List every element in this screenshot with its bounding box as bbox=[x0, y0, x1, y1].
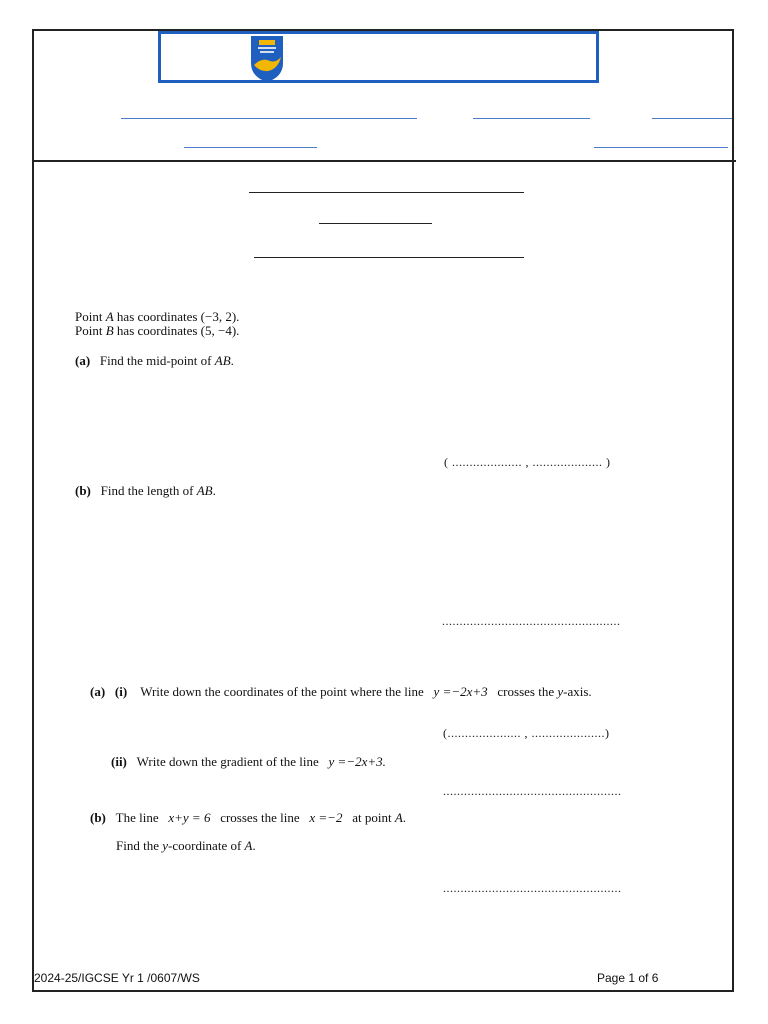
intercept-answer-blank[interactable]: (..................... , .....................) bbox=[443, 726, 610, 740]
footer-paper-code: 2024-25/IGCSE Yr 1 /0607/WS bbox=[34, 971, 200, 985]
q2-part-b-instruction: Find the y-coordinate of A. bbox=[116, 838, 256, 853]
header-field-line bbox=[184, 147, 317, 148]
q2-part-a-i: (a) (i) Write down the coordinates of the point where the line y =−2x+3 crosses the y-axis. bbox=[90, 684, 592, 699]
midpoint-answer-blank[interactable]: ( .................... , .................... ) bbox=[444, 455, 611, 469]
header-field-line bbox=[121, 118, 417, 119]
header-field-line bbox=[473, 118, 590, 119]
q1-part-b: (b) Find the length of AB. bbox=[75, 483, 216, 498]
school-crest-icon bbox=[250, 35, 284, 83]
gradient-answer-blank[interactable]: ................................................... bbox=[443, 784, 622, 798]
q1-part-a: (a) Find the mid-point of AB. bbox=[75, 353, 234, 368]
q2-part-a-ii: (ii) Write down the gradient of the line y =−2x+3. bbox=[111, 754, 386, 769]
title-line bbox=[254, 257, 524, 258]
length-answer-blank[interactable]: ................................................... bbox=[442, 614, 621, 628]
y-coordinate-answer-blank[interactable]: ................................................... bbox=[443, 881, 622, 895]
title-line bbox=[249, 192, 524, 193]
school-logo-banner bbox=[158, 31, 599, 83]
point-b-statement: Point B has coordinates (5, −4). bbox=[75, 323, 240, 338]
header-field-line bbox=[652, 118, 732, 119]
footer-page-number: Page 1 of 6 bbox=[597, 971, 659, 985]
q2-part-b: (b) The line x+y = 6 crosses the line x =−2 at point A. bbox=[90, 810, 407, 825]
title-line bbox=[319, 223, 432, 224]
point-a-statement: Point A has coordinates (−3, 2). bbox=[75, 309, 240, 324]
header-divider bbox=[32, 160, 736, 162]
header-field-line bbox=[594, 147, 728, 148]
